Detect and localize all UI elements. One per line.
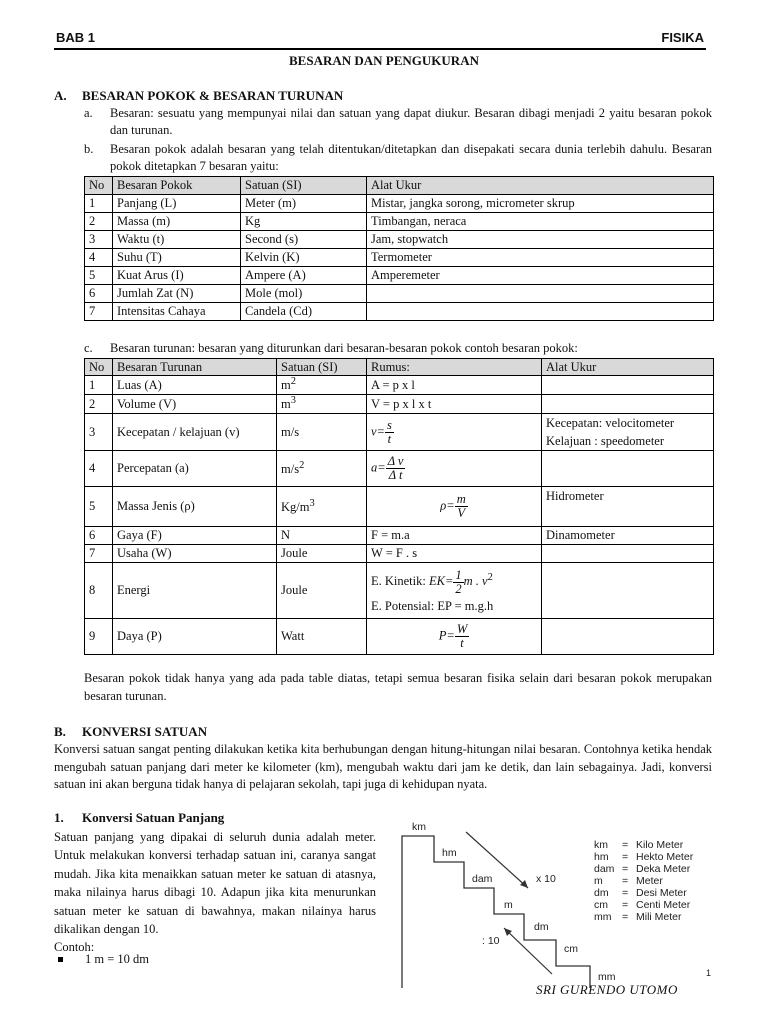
subsection-paragraph xyxy=(54,828,376,957)
denominator: V xyxy=(457,506,466,520)
formula-lhs: ρ= xyxy=(440,498,455,513)
table-cell: 3 xyxy=(85,231,113,249)
legend-eq: = xyxy=(622,839,629,851)
section-a-heading xyxy=(54,88,343,104)
header-cell: No xyxy=(85,177,113,195)
item-a-marker: a. xyxy=(84,106,93,120)
table-cell: 8 xyxy=(85,563,113,619)
table-cell: Meter (m) xyxy=(241,195,367,213)
table-cell: Gaya (F) xyxy=(113,527,277,545)
table-cell: Joule xyxy=(277,545,367,563)
unit: m xyxy=(281,378,291,393)
unit-exponent: 3 xyxy=(309,497,315,509)
table-cell xyxy=(542,619,714,655)
kinetic-energy-line xyxy=(371,565,537,596)
item-b xyxy=(84,141,712,175)
numerator: m xyxy=(456,492,466,506)
header-cell: Alat Ukur xyxy=(542,359,714,376)
table-cell: 7 xyxy=(85,545,113,563)
formula-fraction xyxy=(453,569,463,596)
table-row xyxy=(85,249,714,267)
legend-abbr: dm xyxy=(594,887,609,899)
legend-eq: = xyxy=(622,851,629,863)
table-row xyxy=(85,303,714,321)
table-row xyxy=(85,213,714,231)
table-cell: Suhu (T) xyxy=(113,249,241,267)
table-row xyxy=(85,487,714,527)
unit: m xyxy=(281,397,291,412)
step-label-cm: cm xyxy=(564,943,578,955)
table-cell: Second (s) xyxy=(241,231,367,249)
formula-lhs: a= xyxy=(371,460,386,475)
note-paragraph: Besaran pokok tidak hanya yang ada pada table diatas, tetapi semua besaran fisika selain dari besaran pokok merupakan besaran turunan. xyxy=(84,671,712,703)
author-name: SRI GURENDO UTOMO xyxy=(536,982,678,997)
header-cell: Besaran Turunan xyxy=(113,359,277,376)
table-cell: Ampere (A) xyxy=(241,267,367,285)
table-cell: 6 xyxy=(85,527,113,545)
table-cell: Candela (Cd) xyxy=(241,303,367,321)
step-label-m: m xyxy=(504,899,513,911)
legend-abbr: km xyxy=(594,839,608,851)
item-c-marker: c. xyxy=(84,341,93,355)
table-row xyxy=(85,395,714,414)
table-cell: Timbangan, neraca xyxy=(367,213,714,231)
table-cell xyxy=(367,487,542,527)
chapter-label: BAB 1 xyxy=(56,30,96,45)
table-row xyxy=(85,527,714,545)
page-number: 1 xyxy=(706,968,712,978)
legend-eq: = xyxy=(622,899,629,911)
section-b-paragraph: Konversi satuan sangat penting dilakukan ketika kita berhubungan dengan hitung-hitungan nilai besaran. Contohnya ketika hendak mengubah satuan panjang dari meter ke kilometer (km), mengubah waktu dari jam ke detik, dan lain sebagainya. Jadi, konversi satuan ini akan berguna tidak hanya di pelajaran sekolah, tapi juga di kehidupan nyata. xyxy=(54,742,712,791)
table-row xyxy=(85,231,714,249)
table-cell: Termometer xyxy=(367,249,714,267)
legend-abbr: dam xyxy=(594,863,615,875)
item-a-text: Besaran: sesuatu yang mempunyai nilai dan satuan yang dapat diukur. Besaran dibagi menjadi 2 yaitu besaran pokok dan turunan. xyxy=(110,106,712,137)
table-row xyxy=(85,376,714,395)
table-cell xyxy=(367,414,542,451)
formula-fraction xyxy=(455,493,468,520)
item-a xyxy=(84,105,712,139)
unit-exponent: 2 xyxy=(290,376,296,388)
item-c-text: Besaran turunan: besaran yang diturunkan dari besaran-besaran pokok contoh besaran pokok: xyxy=(110,341,578,355)
table-cell: 5 xyxy=(85,267,113,285)
header-cell: Satuan (SI) xyxy=(241,177,367,195)
table-cell xyxy=(542,451,714,487)
table-cell xyxy=(542,545,714,563)
item-c xyxy=(84,340,712,357)
subsection-number: 1. xyxy=(54,810,64,825)
table-cell xyxy=(367,619,542,655)
table-cell: 1 xyxy=(85,376,113,395)
formula-lhs: P= xyxy=(438,628,455,643)
table-cell: V = p x l x t xyxy=(367,395,542,414)
example-label: Contoh: xyxy=(54,940,95,955)
legend-eq: = xyxy=(622,911,629,923)
table-cell: Daya (P) xyxy=(113,619,277,655)
table-cell: Usaha (W) xyxy=(113,545,277,563)
table-cell xyxy=(367,285,714,303)
legend-name: Mili Meter xyxy=(636,911,682,923)
section-b-title: KONVERSI SATUAN xyxy=(82,724,208,739)
table-cell: W = F . s xyxy=(367,545,542,563)
table-cell: 1 xyxy=(85,195,113,213)
table-cell: 2 xyxy=(85,213,113,231)
multiply-label: x 10 xyxy=(536,873,556,885)
legend-name: Deka Meter xyxy=(636,863,691,875)
step-label-dm: dm xyxy=(534,921,549,933)
tool-line: Kelajuan : speedometer xyxy=(546,434,665,448)
table-cell xyxy=(367,451,542,487)
header-cell: Rumus: xyxy=(367,359,542,376)
legend xyxy=(594,839,694,923)
table-cell: Panjang (L) xyxy=(113,195,241,213)
bullet-icon xyxy=(58,957,63,962)
table-cell: 9 xyxy=(85,619,113,655)
unit-exponent: 2 xyxy=(299,459,305,471)
besaran-turunan-table xyxy=(84,358,714,655)
ek-lhs: EK= xyxy=(428,574,454,589)
table-cell: 4 xyxy=(85,451,113,487)
table-cell: 6 xyxy=(85,285,113,303)
legend-eq: = xyxy=(622,887,629,899)
section-a-number: A. xyxy=(54,88,67,103)
legend-abbr: mm xyxy=(594,911,612,923)
example-bullet xyxy=(54,952,149,967)
formula-fraction xyxy=(455,623,469,650)
unit: Kg/m xyxy=(281,500,310,515)
table-cell: 3 xyxy=(85,414,113,451)
divide-arrow-icon xyxy=(504,928,552,974)
table-cell xyxy=(367,563,542,619)
page-header xyxy=(54,26,706,50)
unit: m/s xyxy=(281,462,300,477)
legend-name: Desi Meter xyxy=(636,887,687,899)
table-cell: Watt xyxy=(277,619,367,655)
legend-name: Centi Meter xyxy=(636,899,691,911)
numerator: Δ v xyxy=(387,454,404,468)
table-row xyxy=(85,451,714,487)
potential-energy-line: E. Potensial: EP = m.g.h xyxy=(371,598,494,613)
table-row xyxy=(85,563,714,619)
table-cell xyxy=(277,395,367,414)
page-title: BESARAN DAN PENGUKURAN xyxy=(289,53,479,68)
table-cell xyxy=(277,487,367,527)
step-label-mm: mm xyxy=(598,971,616,983)
subsection-text: Satuan panjang yang dipakai di seluruh dunia adalah meter. Untuk melakukan konversi terhadap satuan ini, caranya sangat mudah. Jika kita menaikkan satuan meter ke satuan di atasnya, maka nilainya harus dibagi 10. Adapun jika kita menurunkan satuan meter ke satuan di bawahnya, makan nilainya harus dikalikan dengan 10. xyxy=(54,830,376,937)
table-cell xyxy=(277,376,367,395)
table-cell: Intensitas Cahaya xyxy=(113,303,241,321)
ek-exponent: 2 xyxy=(487,572,493,584)
table-cell xyxy=(277,451,367,487)
legend-name: Kilo Meter xyxy=(636,839,684,851)
header-cell: Alat Ukur xyxy=(367,177,714,195)
subsection-heading xyxy=(54,810,224,826)
subject-label: FISIKA xyxy=(661,30,704,45)
section-b-heading xyxy=(54,724,207,740)
table-row xyxy=(85,267,714,285)
step-label-dam: dam xyxy=(472,873,493,885)
numerator: s xyxy=(386,417,392,432)
table-cell: A = p x l xyxy=(367,376,542,395)
table-cell: Luas (A) xyxy=(113,376,277,395)
numerator: W xyxy=(456,622,468,636)
table-cell: Mistar, jangka sorong, micrometer skrup xyxy=(367,195,714,213)
table-cell: 2 xyxy=(85,395,113,414)
table-row xyxy=(85,195,714,213)
table-row xyxy=(85,545,714,563)
table-cell: 7 xyxy=(85,303,113,321)
formula-fraction xyxy=(385,419,394,446)
step-label-km: km xyxy=(412,821,426,833)
table-cell: Percepatan (a) xyxy=(113,451,277,487)
page-footer xyxy=(536,980,706,1010)
table-cell: Massa (m) xyxy=(113,213,241,231)
legend-abbr: cm xyxy=(594,899,608,911)
table-cell: F = m.a xyxy=(367,527,542,545)
table-cell xyxy=(542,395,714,414)
ek-rest: m . v xyxy=(463,574,488,589)
table-cell: m/s xyxy=(277,414,367,451)
item-b-marker: b. xyxy=(84,142,94,156)
table-header-row xyxy=(85,359,714,376)
table-header-row xyxy=(85,177,714,195)
step-label-hm: hm xyxy=(442,847,457,859)
table-cell: Waktu (t) xyxy=(113,231,241,249)
denominator: t xyxy=(460,636,464,650)
denominator: t xyxy=(387,431,392,446)
table-cell: Dinamometer xyxy=(542,527,714,545)
unit-exponent: 3 xyxy=(290,395,296,407)
table-cell: Joule xyxy=(277,563,367,619)
table-cell: Amperemeter xyxy=(367,267,714,285)
table-cell xyxy=(542,563,714,619)
table-cell: N xyxy=(277,527,367,545)
header-cell: Satuan (SI) xyxy=(277,359,367,376)
item-b-text: Besaran pokok adalah besaran yang telah ditentukan/ditetapkan dan disepakati secara dunia terlebih dahulu. Besaran pokok ditetapkan 7 besaran yaitu: xyxy=(110,142,712,173)
legend-eq: = xyxy=(622,875,629,887)
legend-eq: = xyxy=(622,863,629,875)
subsection-title: Konversi Satuan Panjang xyxy=(82,810,225,825)
header-cell: No xyxy=(85,359,113,376)
table-cell xyxy=(542,414,714,451)
legend-name: Meter xyxy=(636,875,663,887)
table-cell: Kecepatan / kelajuan (v) xyxy=(113,414,277,451)
table-cell: Energi xyxy=(113,563,277,619)
table-cell: Kg xyxy=(241,213,367,231)
table-cell: Jumlah Zat (N) xyxy=(113,285,241,303)
besaran-pokok-table xyxy=(84,176,714,321)
table-cell xyxy=(367,303,714,321)
section-a-title: BESARAN POKOK & BESARAN TURUNAN xyxy=(82,88,344,103)
table-cell: 5 xyxy=(85,487,113,527)
table-cell: Hidrometer xyxy=(542,487,714,527)
table-cell: Kelvin (K) xyxy=(241,249,367,267)
bullet-text: 1 m = 10 dm xyxy=(85,952,149,966)
tool-line: Kecepatan: velocitometer xyxy=(546,416,675,430)
table-cell: Volume (V) xyxy=(113,395,277,414)
length-conversion-diagram xyxy=(394,816,724,988)
table-cell: 4 xyxy=(85,249,113,267)
legend-name: Hekto Meter xyxy=(636,851,694,863)
table-cell: Massa Jenis (ρ) xyxy=(113,487,277,527)
legend-abbr: hm xyxy=(594,851,609,863)
table-cell: Jam, stopwatch xyxy=(367,231,714,249)
header-cell: Besaran Pokok xyxy=(113,177,241,195)
divide-label: : 10 xyxy=(482,935,500,947)
table-cell: Mole (mol) xyxy=(241,285,367,303)
formula-lhs: v= xyxy=(371,423,385,438)
section-b-number: B. xyxy=(54,724,66,739)
numerator: 1 xyxy=(455,567,462,582)
table-cell: Kuat Arus (I) xyxy=(113,267,241,285)
denominator: 2 xyxy=(455,581,462,596)
formula-fraction xyxy=(386,455,406,482)
legend-abbr: m xyxy=(594,875,603,887)
table-cell xyxy=(542,376,714,395)
denominator: Δ t xyxy=(388,468,403,482)
table-row xyxy=(85,414,714,451)
table-row xyxy=(85,285,714,303)
table-row xyxy=(85,619,714,655)
ek-label: E. Kinetik: xyxy=(371,574,426,589)
